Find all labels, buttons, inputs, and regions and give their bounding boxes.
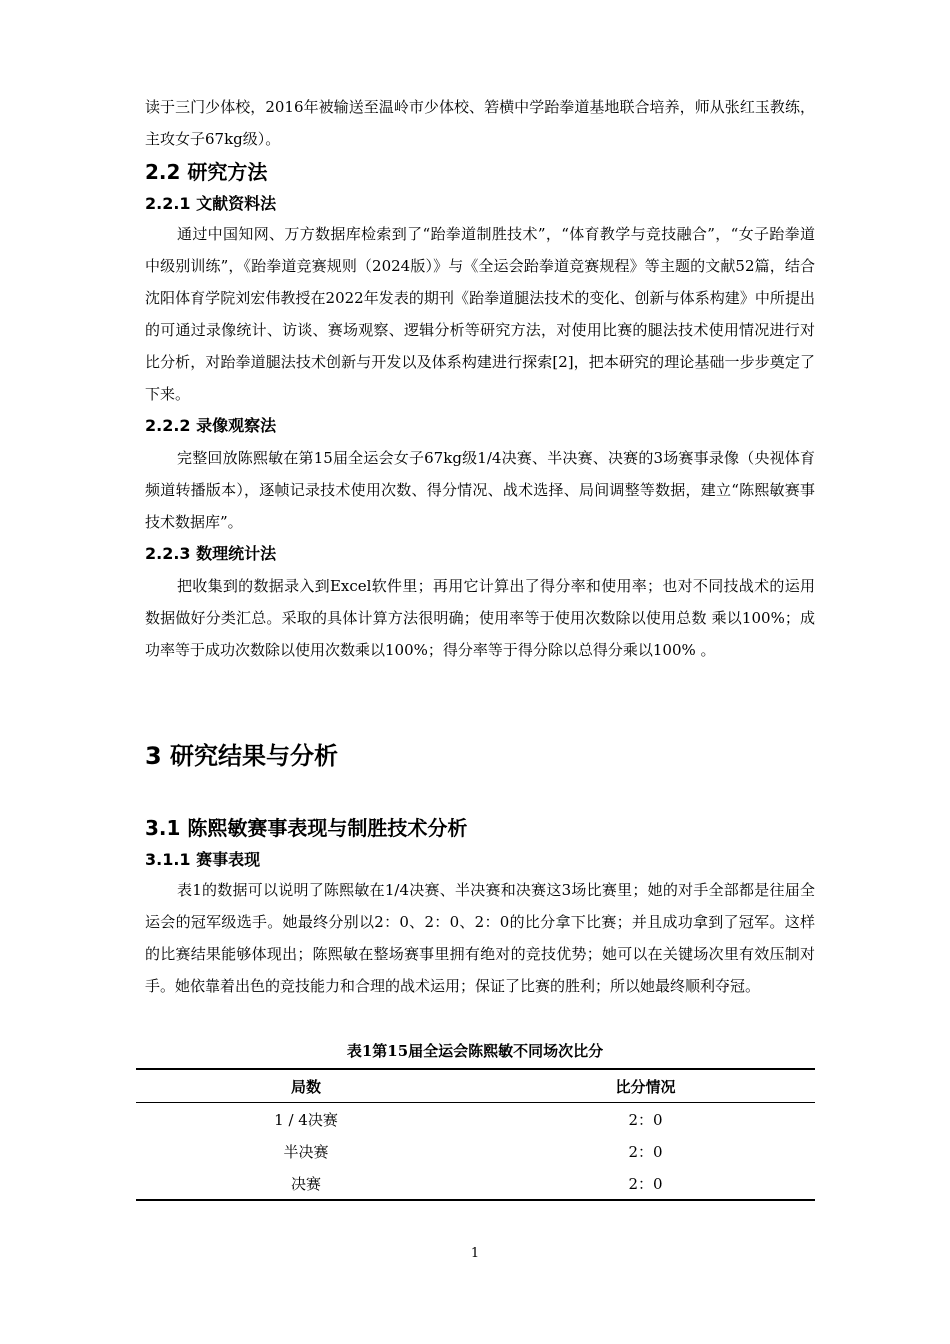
paragraph-2-2-2: 完整回放陈熙敏在第15届全运会女子67kg级1/4决赛、半决赛、决赛的3场赛事录像（央视体育频道转播版本），逐帧记录技术使用次数、得分情况、战术选择、局间调整等数据，建立“陈熙敏赛事技术数据库”。	[145, 449, 815, 531]
table-row	[136, 1135, 815, 1167]
table-header-cell: 比分情况	[476, 1069, 815, 1103]
section-heading-3-1: 3.1 陈熙敏赛事表现与制胜技术分析	[145, 816, 468, 840]
table-cell-score: 2：0	[628, 1110, 663, 1129]
subsection-heading-2-2-3: 2.2.3 数理统计法	[145, 544, 277, 563]
paragraph-3-1-1: 表1的数据可以说明了陈熙敏在1/4决赛、半决赛和决赛这3场比赛里；她的对手全部都是往届全运会的冠军级选手。她最终分别以2：0、2：0、2：0的比分拿下比赛；并且成功拿到了冠军。这样的比赛结果能够体现出；陈熙敏在整场赛事里拥有绝对的竞技优势；她可以在关键场次里有效压制对手。她依靠着出色的竞技能力和合理的战术运用；保证了比赛的胜利；所以她最终顺利夺冠。	[145, 881, 815, 995]
table-cell-score: 2：0	[628, 1142, 663, 1161]
subsection-heading-3-1-1: 3.1.1 赛事表现	[145, 850, 261, 869]
section-heading-3: 3 研究结果与分析	[145, 742, 339, 770]
paragraph-2-2-1: 通过中国知网、万方数据库检索到了“跆拳道制胜技术”，“体育教学与竞技融合”，“女子跆拳道中级别训练”，《跆拳道竞赛规则（2024版）》与《全运会跆拳道竞赛规程》等主题的文献52篇，结合沈阳体育学院刘宏伟教授在2022年发表的期刊《跆拳道腿法技术的变化、创新与体系构建》中所提出的可通过录像统计、访谈、赛场观察、逻辑分析等研究方法，对使用比赛的腿法技术使用情况进行对比分析，对跆拳道腿法技术创新与开发以及体系构建进行探索[2]，把本研究的理论基础一步步奠定了下来。	[145, 225, 815, 403]
intro-paragraph: 读于三门少体校，2016年被输送至温岭市少体校、箬横中学跆拳道基地联合培养，师从张红玉教练，主攻女子67kg级）。	[145, 98, 815, 148]
subsection-heading-2-2-2: 2.2.2 录像观察法	[145, 416, 277, 435]
table-row	[136, 1167, 815, 1200]
table-cell-round: 决赛	[136, 1167, 476, 1200]
section-heading-2-2: 2.2 研究方法	[145, 160, 268, 184]
paragraph-2-2-3: 把收集到的数据录入到Excel软件里；再用它计算出了得分率和使用率；也对不同技战术的运用数据做好分类汇总。采取的具体计算方法很明确；使用率等于使用次数除以使用总数 乘以100%；成功率等于成功次数除以使用次数乘以100%；得分率等于得分除以总得分乘以100% 。	[145, 577, 815, 659]
subsection-heading-2-2-1: 2.2.1 文献资料法	[145, 194, 277, 213]
table-header-cell: 局数	[136, 1069, 476, 1103]
table-cell-round: 1 / 4决赛	[274, 1110, 338, 1129]
table-caption: 表1第15届全运会陈熙敏不同场次比分	[346, 1042, 604, 1060]
table-cell-round: 半决赛	[283, 1142, 329, 1161]
table-cell-score: 2：0	[476, 1167, 815, 1200]
table-header-row	[136, 1069, 815, 1103]
page-number: 1	[470, 1246, 480, 1261]
score-table	[136, 1068, 815, 1201]
table-row	[136, 1103, 815, 1136]
